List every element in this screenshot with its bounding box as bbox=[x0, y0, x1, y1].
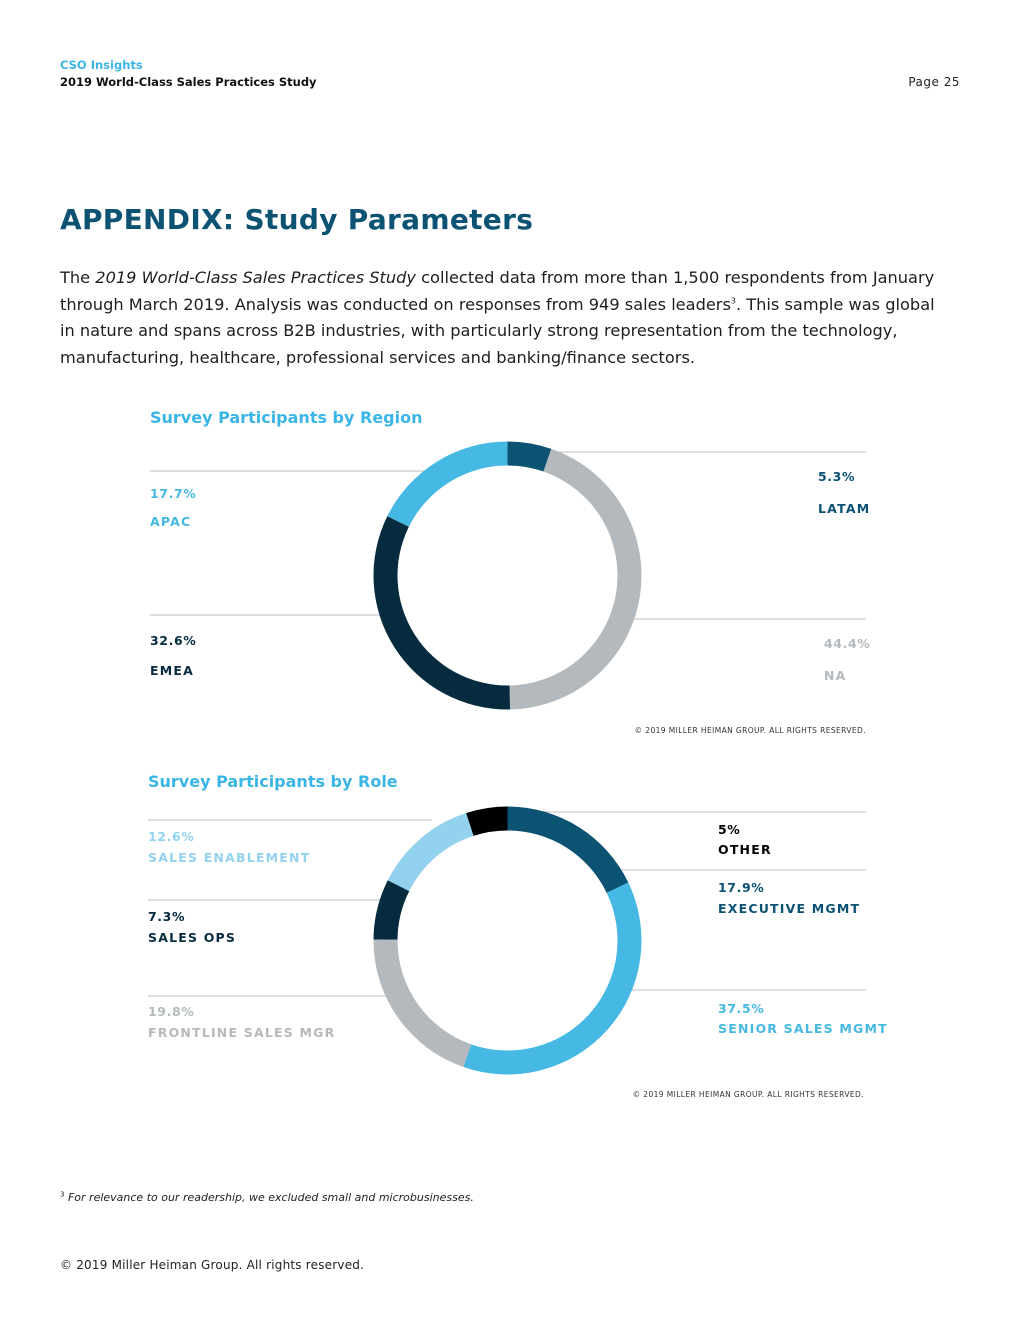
sales-enablement-value: 12.6% bbox=[148, 829, 195, 844]
role-chart-copyright: © 2019 MILLER HEIMAN GROUP. ALL RIGHTS RESERVED. bbox=[632, 1090, 864, 1099]
other-value: 5% bbox=[718, 822, 741, 837]
page-number: Page 25 bbox=[908, 75, 960, 89]
other-label: OTHER bbox=[718, 842, 772, 857]
intro-study-name: 2019 World-Class Sales Practices Study bbox=[95, 268, 417, 287]
sales-enablement-label: SALES ENABLEMENT bbox=[148, 850, 311, 865]
sales-ops-value: 7.3% bbox=[148, 909, 186, 924]
footnote bbox=[60, 1191, 474, 1204]
frontline-sales-mgr-value: 19.8% bbox=[148, 1004, 195, 1019]
intro-text-3: . This sample was global in nature and spans across B2B industries, with particularly strong representation from the technology, manufacturing, healthcare, professional services and banking/finance sectors. bbox=[60, 294, 935, 368]
latam-label: LATAM bbox=[818, 501, 871, 516]
emea-label: EMEA bbox=[150, 663, 194, 678]
footnote-marker: 3 bbox=[60, 1190, 65, 1199]
na-label: NA bbox=[824, 668, 847, 683]
region-chart-copyright: © 2019 MILLER HEIMAN GROUP. ALL RIGHTS RESERVED. bbox=[634, 726, 866, 735]
executive-mgmt-label: EXECUTIVE MGMT bbox=[718, 901, 861, 916]
role-slice-senior-sales-mgmt bbox=[463, 883, 641, 1075]
emea-value: 32.6% bbox=[150, 633, 197, 648]
footnote-text: For relevance to our readership, we excluded small and microbusinesses. bbox=[64, 1191, 474, 1204]
senior-sales-mgmt-value: 37.5% bbox=[718, 1001, 765, 1016]
apac-label: APAC bbox=[150, 514, 192, 529]
latam-value: 5.3% bbox=[818, 469, 856, 484]
footnote-reference[interactable]: 3 bbox=[730, 296, 736, 306]
sales-ops-label: SALES OPS bbox=[148, 930, 237, 945]
executive-mgmt-value: 17.9% bbox=[718, 880, 765, 895]
region-chart-title: Survey Participants by Region bbox=[150, 408, 423, 427]
header-study-title: 2019 World-Class Sales Practices Study bbox=[60, 75, 317, 89]
role-slice-other bbox=[466, 807, 507, 836]
role-slice-frontline-sales-mgr bbox=[374, 939, 472, 1067]
role-slice-sales-enablement bbox=[388, 813, 474, 891]
na-value: 44.4% bbox=[824, 636, 871, 651]
role-donut bbox=[373, 806, 642, 1075]
page-footer: © 2019 Miller Heiman Group. All rights reserved. bbox=[60, 1258, 365, 1272]
role-slice-executive-mgmt bbox=[508, 807, 629, 893]
role-slice-sales-ops bbox=[374, 880, 410, 939]
header-brand: CSO Insights bbox=[60, 58, 143, 72]
apac-value: 17.7% bbox=[150, 486, 197, 501]
page-title: APPENDIX: Study Parameters bbox=[60, 203, 534, 236]
senior-sales-mgmt-label: SENIOR SALES MGMT bbox=[718, 1021, 888, 1036]
frontline-sales-mgr-label: FRONTLINE SALES MGR bbox=[148, 1025, 336, 1040]
intro-text-1: The bbox=[60, 268, 96, 287]
role-chart-title: Survey Participants by Role bbox=[148, 772, 398, 791]
intro-text-2: collected data from more than 1,500 respondents from January through March 2019. Analysis was conducted on responses from 949 sales leaders bbox=[60, 268, 935, 314]
